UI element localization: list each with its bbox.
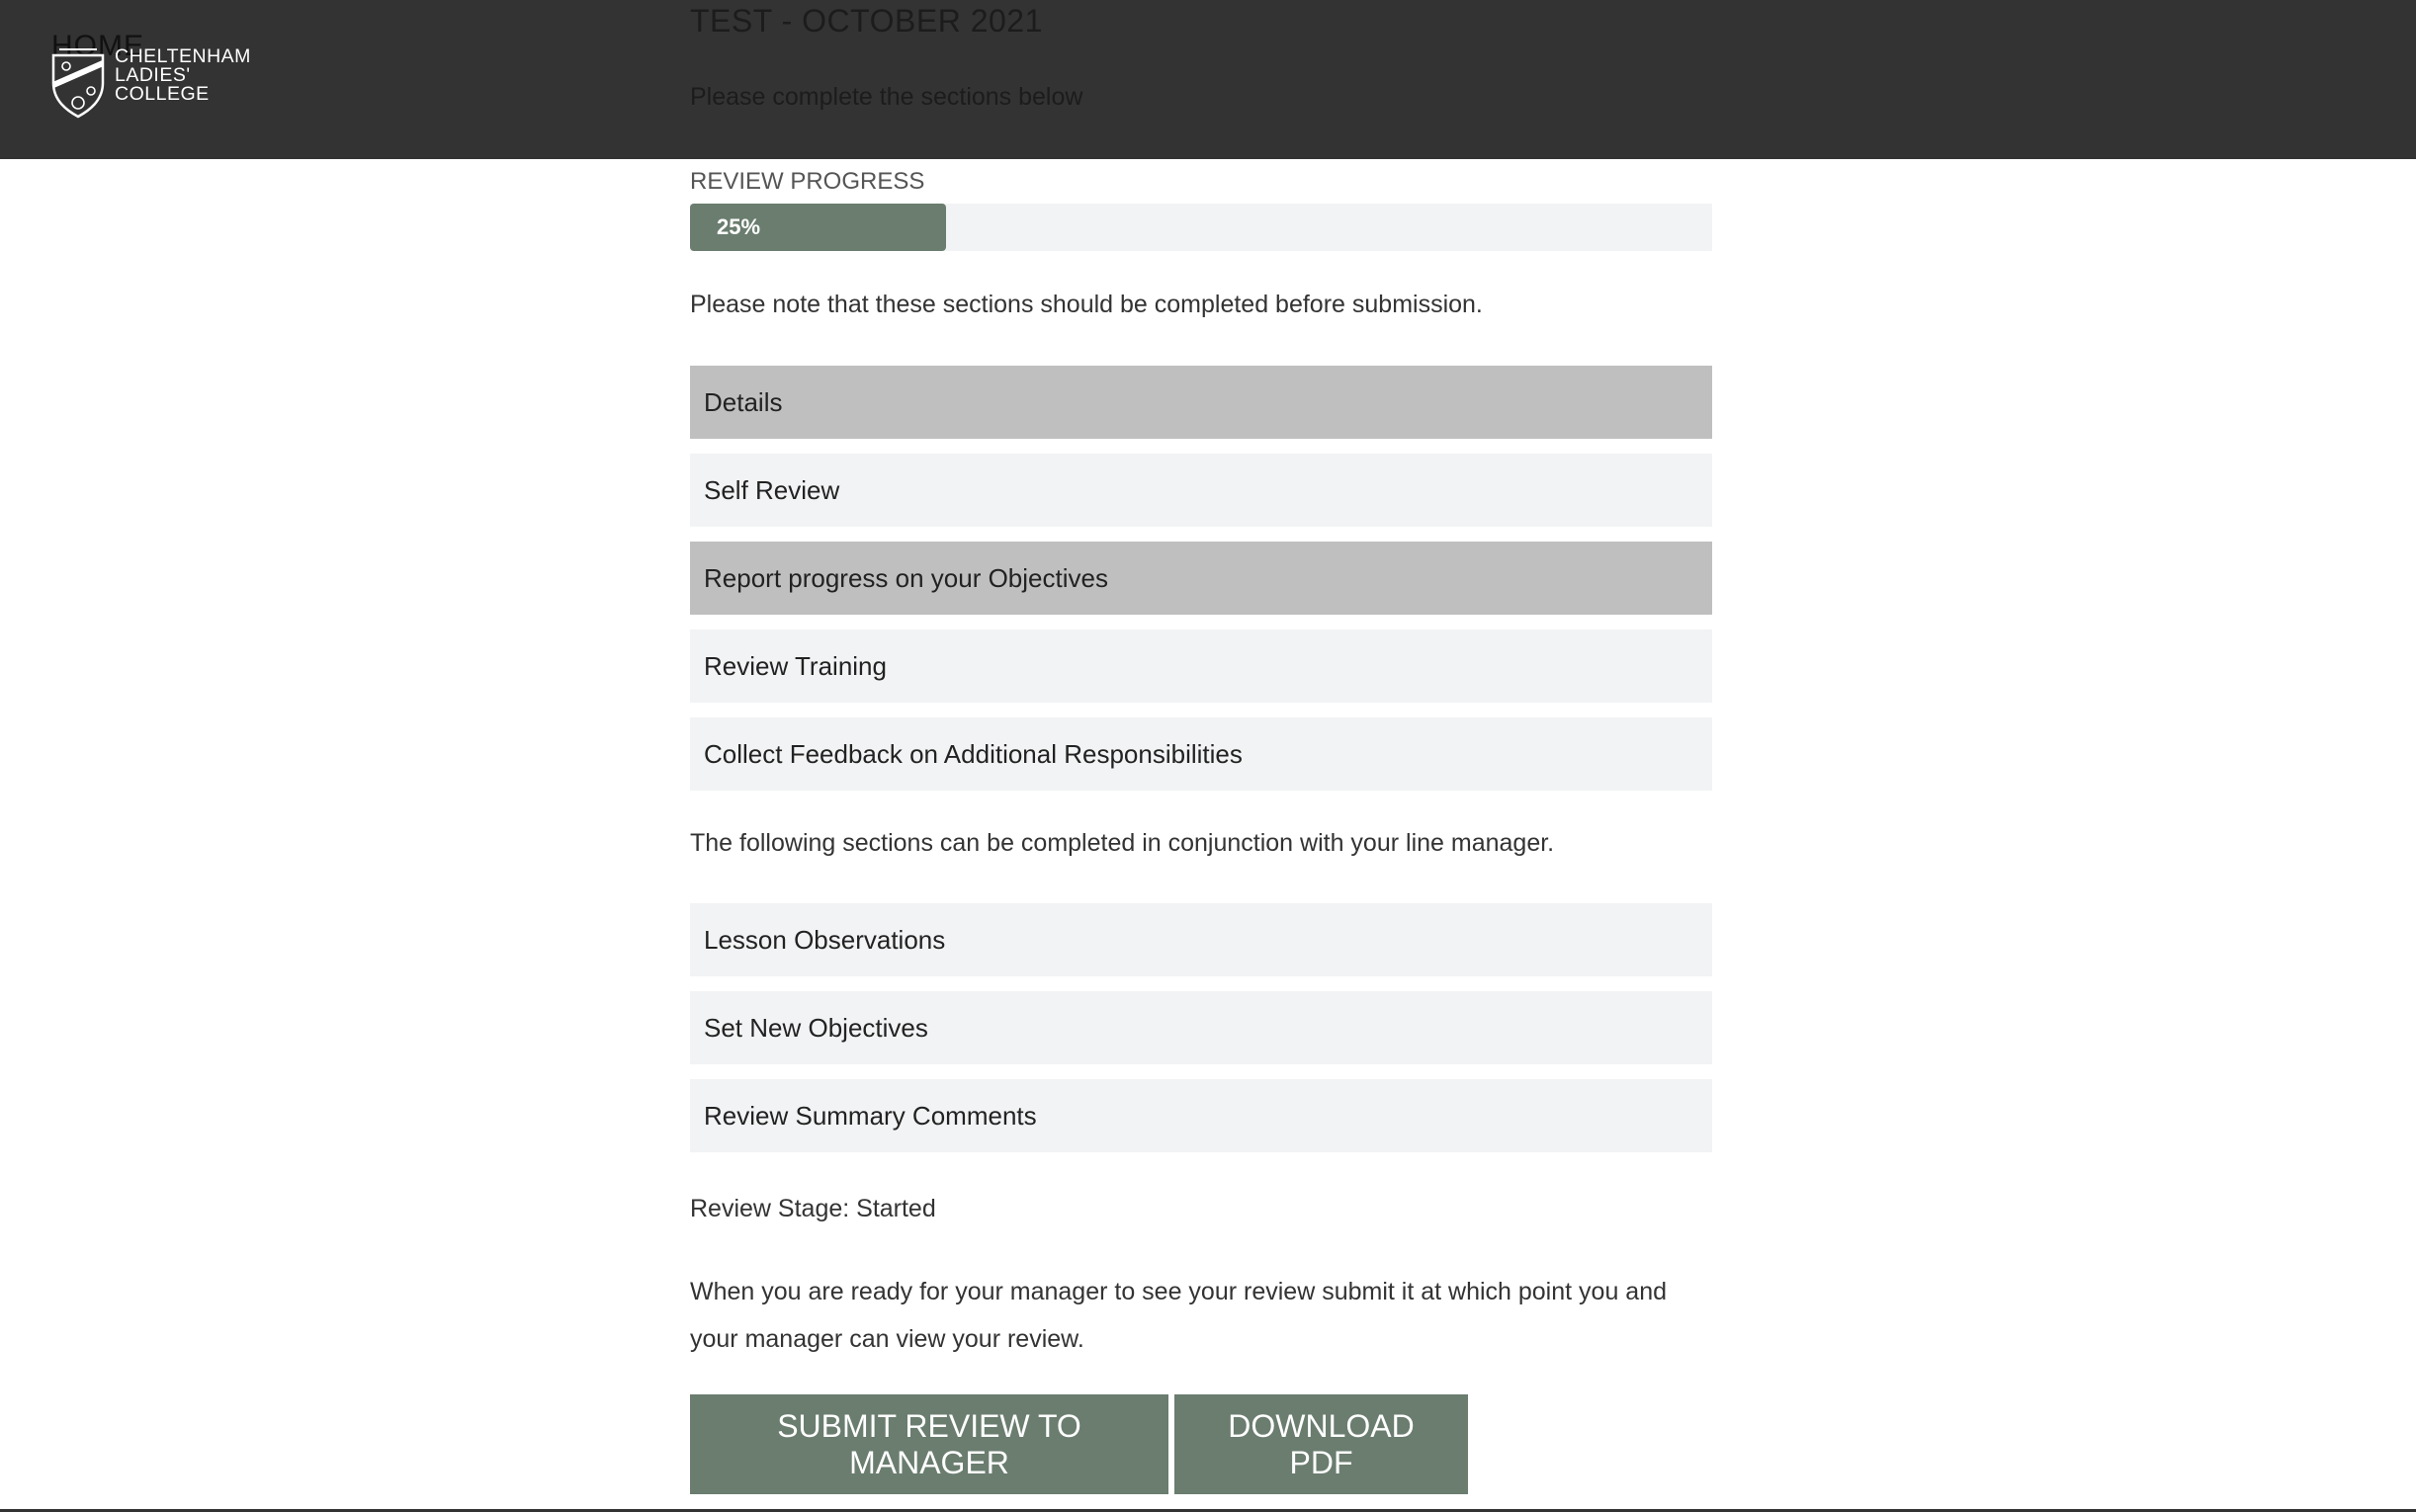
section-report-objectives[interactable]: Report progress on your Objectives: [690, 542, 1712, 615]
section-review-summary[interactable]: Review Summary Comments: [690, 1079, 1712, 1152]
required-note: Please note that these sections should be completed before submission.: [690, 291, 1483, 318]
site-header: [0, 0, 2416, 159]
logo-line: CHELTENHAM: [115, 45, 251, 67]
progress-label: REVIEW PROGRESS: [690, 168, 925, 195]
section-set-new-objectives[interactable]: Set New Objectives: [690, 991, 1712, 1064]
submit-info: When you are ready for your manager to see your review submit it at which point you and your manager can view your review.: [690, 1278, 1668, 1353]
section-collect-feedback[interactable]: Collect Feedback on Additional Responsibilities: [690, 717, 1712, 791]
section-self-review[interactable]: Self Review: [690, 454, 1712, 527]
progress-fill: 25%: [690, 204, 946, 251]
home-link[interactable]: HOME: [51, 30, 144, 62]
optional-sections: [690, 903, 1712, 1167]
college-logo[interactable]: [49, 45, 251, 119]
section-review-training[interactable]: Review Training: [690, 630, 1712, 703]
logo-line: COLLEGE: [115, 83, 210, 105]
review-stage: Review Stage: Started: [690, 1195, 936, 1222]
section-details[interactable]: Details: [690, 366, 1712, 439]
section-lesson-observations[interactable]: Lesson Observations: [690, 903, 1712, 976]
optional-note: The following sections can be completed in conjunction with your line manager.: [690, 829, 1555, 857]
logo-line: LADIES': [115, 64, 191, 86]
intro-text: Please complete the sections below: [690, 83, 1083, 111]
required-sections: [690, 366, 1712, 805]
logo-wordmark: [115, 47, 251, 104]
crest-icon: [49, 45, 107, 119]
download-pdf-button[interactable]: DOWNLOAD PDF: [1174, 1394, 1468, 1494]
page-title: TEST - OCTOBER 2021: [690, 3, 1043, 39]
submit-review-button[interactable]: SUBMIT REVIEW TO MANAGER: [690, 1394, 1168, 1494]
progress-bar: [690, 204, 1712, 251]
action-buttons: [690, 1394, 1474, 1494]
